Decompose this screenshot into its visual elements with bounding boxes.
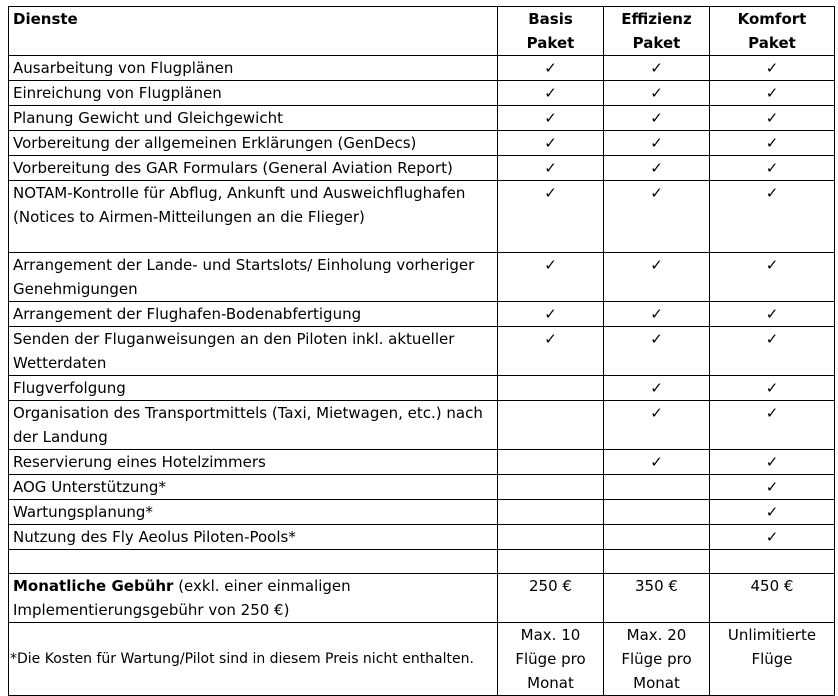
check-effizienz-cell <box>604 500 710 525</box>
service-row <box>9 106 835 131</box>
check-mark-icon: ✓ <box>650 159 663 177</box>
check-effizienz-cell <box>604 475 710 500</box>
check-mark-icon: ✓ <box>650 256 663 274</box>
empty-cell <box>9 550 498 574</box>
check-basis-cell <box>498 253 604 302</box>
service-label: Flugverfolgung <box>9 376 498 401</box>
check-effizienz-cell <box>604 525 710 550</box>
check-basis-cell <box>498 327 604 376</box>
check-mark-icon: ✓ <box>544 184 557 202</box>
header-effizienz-line2: Paket <box>632 34 681 52</box>
service-row <box>9 81 835 106</box>
header-services: Dienste <box>9 7 498 56</box>
service-label: Nutzung des Fly Aeolus Piloten-Pools* <box>9 525 498 550</box>
check-mark-icon: ✓ <box>765 305 779 323</box>
check-komfort-cell <box>710 253 835 302</box>
limit-komfort: Unlimitierte Flüge <box>710 623 835 696</box>
header-basis-paket <box>498 7 604 56</box>
check-mark-icon: ✓ <box>650 109 663 127</box>
check-mark-icon: ✓ <box>765 134 779 152</box>
price-komfort: 450 € <box>710 574 835 623</box>
check-mark-icon: ✓ <box>765 379 779 397</box>
check-mark-icon: ✓ <box>765 159 779 177</box>
header-basis-line2: Paket <box>526 34 575 52</box>
check-effizienz-cell <box>604 56 710 81</box>
service-row <box>9 376 835 401</box>
check-mark-icon: ✓ <box>765 184 779 202</box>
service-row <box>9 131 835 156</box>
service-label: Planung Gewicht und Gleichgewicht <box>9 106 498 131</box>
check-effizienz-cell <box>604 253 710 302</box>
check-effizienz-cell <box>604 450 710 475</box>
check-mark-icon: ✓ <box>765 453 779 471</box>
service-row <box>9 181 835 253</box>
check-komfort-cell <box>710 327 835 376</box>
service-label: NOTAM-Kontrolle für Abflug, Ankunft und Ausweichflughafen (Notices to Airmen-Mitteilungen an die Flieger) <box>9 181 498 253</box>
check-effizienz-cell <box>604 181 710 253</box>
price-effizienz: 350 € <box>604 574 710 623</box>
service-row <box>9 500 835 525</box>
spacer-row <box>9 550 835 574</box>
service-label: Einreichung von Flugplänen <box>9 81 498 106</box>
check-komfort-cell <box>710 81 835 106</box>
header-effizienz-line1: Effizienz <box>621 10 692 28</box>
service-label: Arrangement der Lande- und Startslots/ Einholung vorheriger Genehmigungen <box>9 253 498 302</box>
check-basis-cell <box>498 302 604 327</box>
check-basis-cell <box>498 450 604 475</box>
check-effizienz-cell <box>604 376 710 401</box>
check-basis-cell <box>498 376 604 401</box>
check-effizienz-cell <box>604 106 710 131</box>
check-mark-icon: ✓ <box>765 59 779 77</box>
check-mark-icon: ✓ <box>765 109 779 127</box>
check-mark-icon: ✓ <box>765 84 779 102</box>
check-mark-icon: ✓ <box>650 84 663 102</box>
check-mark-icon: ✓ <box>544 59 557 77</box>
service-row <box>9 525 835 550</box>
check-mark-icon: ✓ <box>650 184 663 202</box>
services-table <box>8 6 835 696</box>
check-mark-icon: ✓ <box>765 404 779 422</box>
check-komfort-cell <box>710 106 835 131</box>
header-effizienz-paket <box>604 7 710 56</box>
check-basis-cell <box>498 56 604 81</box>
service-label: Organisation des Transportmittels (Taxi, Mietwagen, etc.) nach der Landung <box>9 401 498 450</box>
check-basis-cell <box>498 500 604 525</box>
service-row <box>9 450 835 475</box>
check-mark-icon: ✓ <box>544 305 557 323</box>
check-komfort-cell <box>710 181 835 253</box>
fee-label-bold: Monatliche Gebühr <box>13 577 174 595</box>
check-basis-cell <box>498 475 604 500</box>
service-row <box>9 56 835 81</box>
check-mark-icon: ✓ <box>650 379 663 397</box>
check-komfort-cell <box>710 156 835 181</box>
check-effizienz-cell <box>604 302 710 327</box>
service-label: AOG Unterstützung* <box>9 475 498 500</box>
check-mark-icon: ✓ <box>544 109 557 127</box>
check-mark-icon: ✓ <box>650 59 663 77</box>
check-komfort-cell <box>710 500 835 525</box>
empty-cell <box>710 550 835 574</box>
check-mark-icon: ✓ <box>544 134 557 152</box>
check-effizienz-cell <box>604 81 710 106</box>
check-effizienz-cell <box>604 131 710 156</box>
check-komfort-cell <box>710 302 835 327</box>
check-mark-icon: ✓ <box>650 134 663 152</box>
check-mark-icon: ✓ <box>650 330 663 348</box>
service-row <box>9 327 835 376</box>
check-mark-icon: ✓ <box>765 256 779 274</box>
footnote: *Die Kosten für Wartung/Pilot sind in diesem Preis nicht enthalten. <box>10 651 474 667</box>
check-komfort-cell <box>710 475 835 500</box>
check-basis-cell <box>498 81 604 106</box>
check-mark-icon: ✓ <box>765 503 779 521</box>
check-basis-cell <box>498 106 604 131</box>
check-mark-icon: ✓ <box>765 330 779 348</box>
header-row <box>9 7 835 56</box>
check-mark-icon: ✓ <box>544 330 557 348</box>
service-label: Wartungsplanung* <box>9 500 498 525</box>
check-effizienz-cell <box>604 327 710 376</box>
check-komfort-cell <box>710 376 835 401</box>
service-row <box>9 401 835 450</box>
service-row <box>9 475 835 500</box>
service-label: Ausarbeitung von Flugplänen <box>9 56 498 81</box>
header-komfort-line1: Komfort <box>737 10 807 28</box>
service-label: Senden der Fluganweisungen an den Piloten inkl. aktueller Wetterdaten <box>9 327 498 376</box>
check-effizienz-cell <box>604 401 710 450</box>
limit-basis: Max. 10 Flüge pro Monat <box>498 623 604 696</box>
check-mark-icon: ✓ <box>650 453 663 471</box>
empty-cell <box>498 550 604 574</box>
check-komfort-cell <box>710 401 835 450</box>
header-komfort-line2: Paket <box>748 34 796 52</box>
check-mark-icon: ✓ <box>544 84 557 102</box>
check-basis-cell <box>498 131 604 156</box>
fee-label-rest: (exkl. einer einmaligen Implementierungsgebühr von 250 €) <box>13 577 351 619</box>
check-komfort-cell <box>710 450 835 475</box>
check-mark-icon: ✓ <box>544 159 557 177</box>
fee-row <box>9 574 835 623</box>
service-row <box>9 253 835 302</box>
check-basis-cell <box>498 401 604 450</box>
check-basis-cell <box>498 156 604 181</box>
price-basis: 250 € <box>498 574 604 623</box>
check-komfort-cell <box>710 131 835 156</box>
check-mark-icon: ✓ <box>544 256 557 274</box>
check-komfort-cell <box>710 56 835 81</box>
check-basis-cell <box>498 181 604 253</box>
check-effizienz-cell <box>604 156 710 181</box>
limit-effizienz: Max. 20 Flüge pro Monat <box>604 623 710 696</box>
header-komfort-paket <box>710 7 835 56</box>
fee-label <box>9 574 498 623</box>
service-row <box>9 156 835 181</box>
service-label: Arrangement der Flughafen-Bodenabfertigung <box>9 302 498 327</box>
check-mark-icon: ✓ <box>650 404 663 422</box>
check-mark-icon: ✓ <box>765 478 779 496</box>
check-mark-icon: ✓ <box>765 528 779 546</box>
empty-cell <box>604 550 710 574</box>
service-row <box>9 302 835 327</box>
service-label: Vorbereitung der allgemeinen Erklärungen (GenDecs) <box>9 131 498 156</box>
header-basis-line1: Basis <box>528 10 573 28</box>
service-label: Reservierung eines Hotelzimmers <box>9 450 498 475</box>
check-basis-cell <box>498 525 604 550</box>
check-komfort-cell <box>710 525 835 550</box>
check-mark-icon: ✓ <box>650 305 663 323</box>
service-label: Vorbereitung des GAR Formulars (General Aviation Report) <box>9 156 498 181</box>
